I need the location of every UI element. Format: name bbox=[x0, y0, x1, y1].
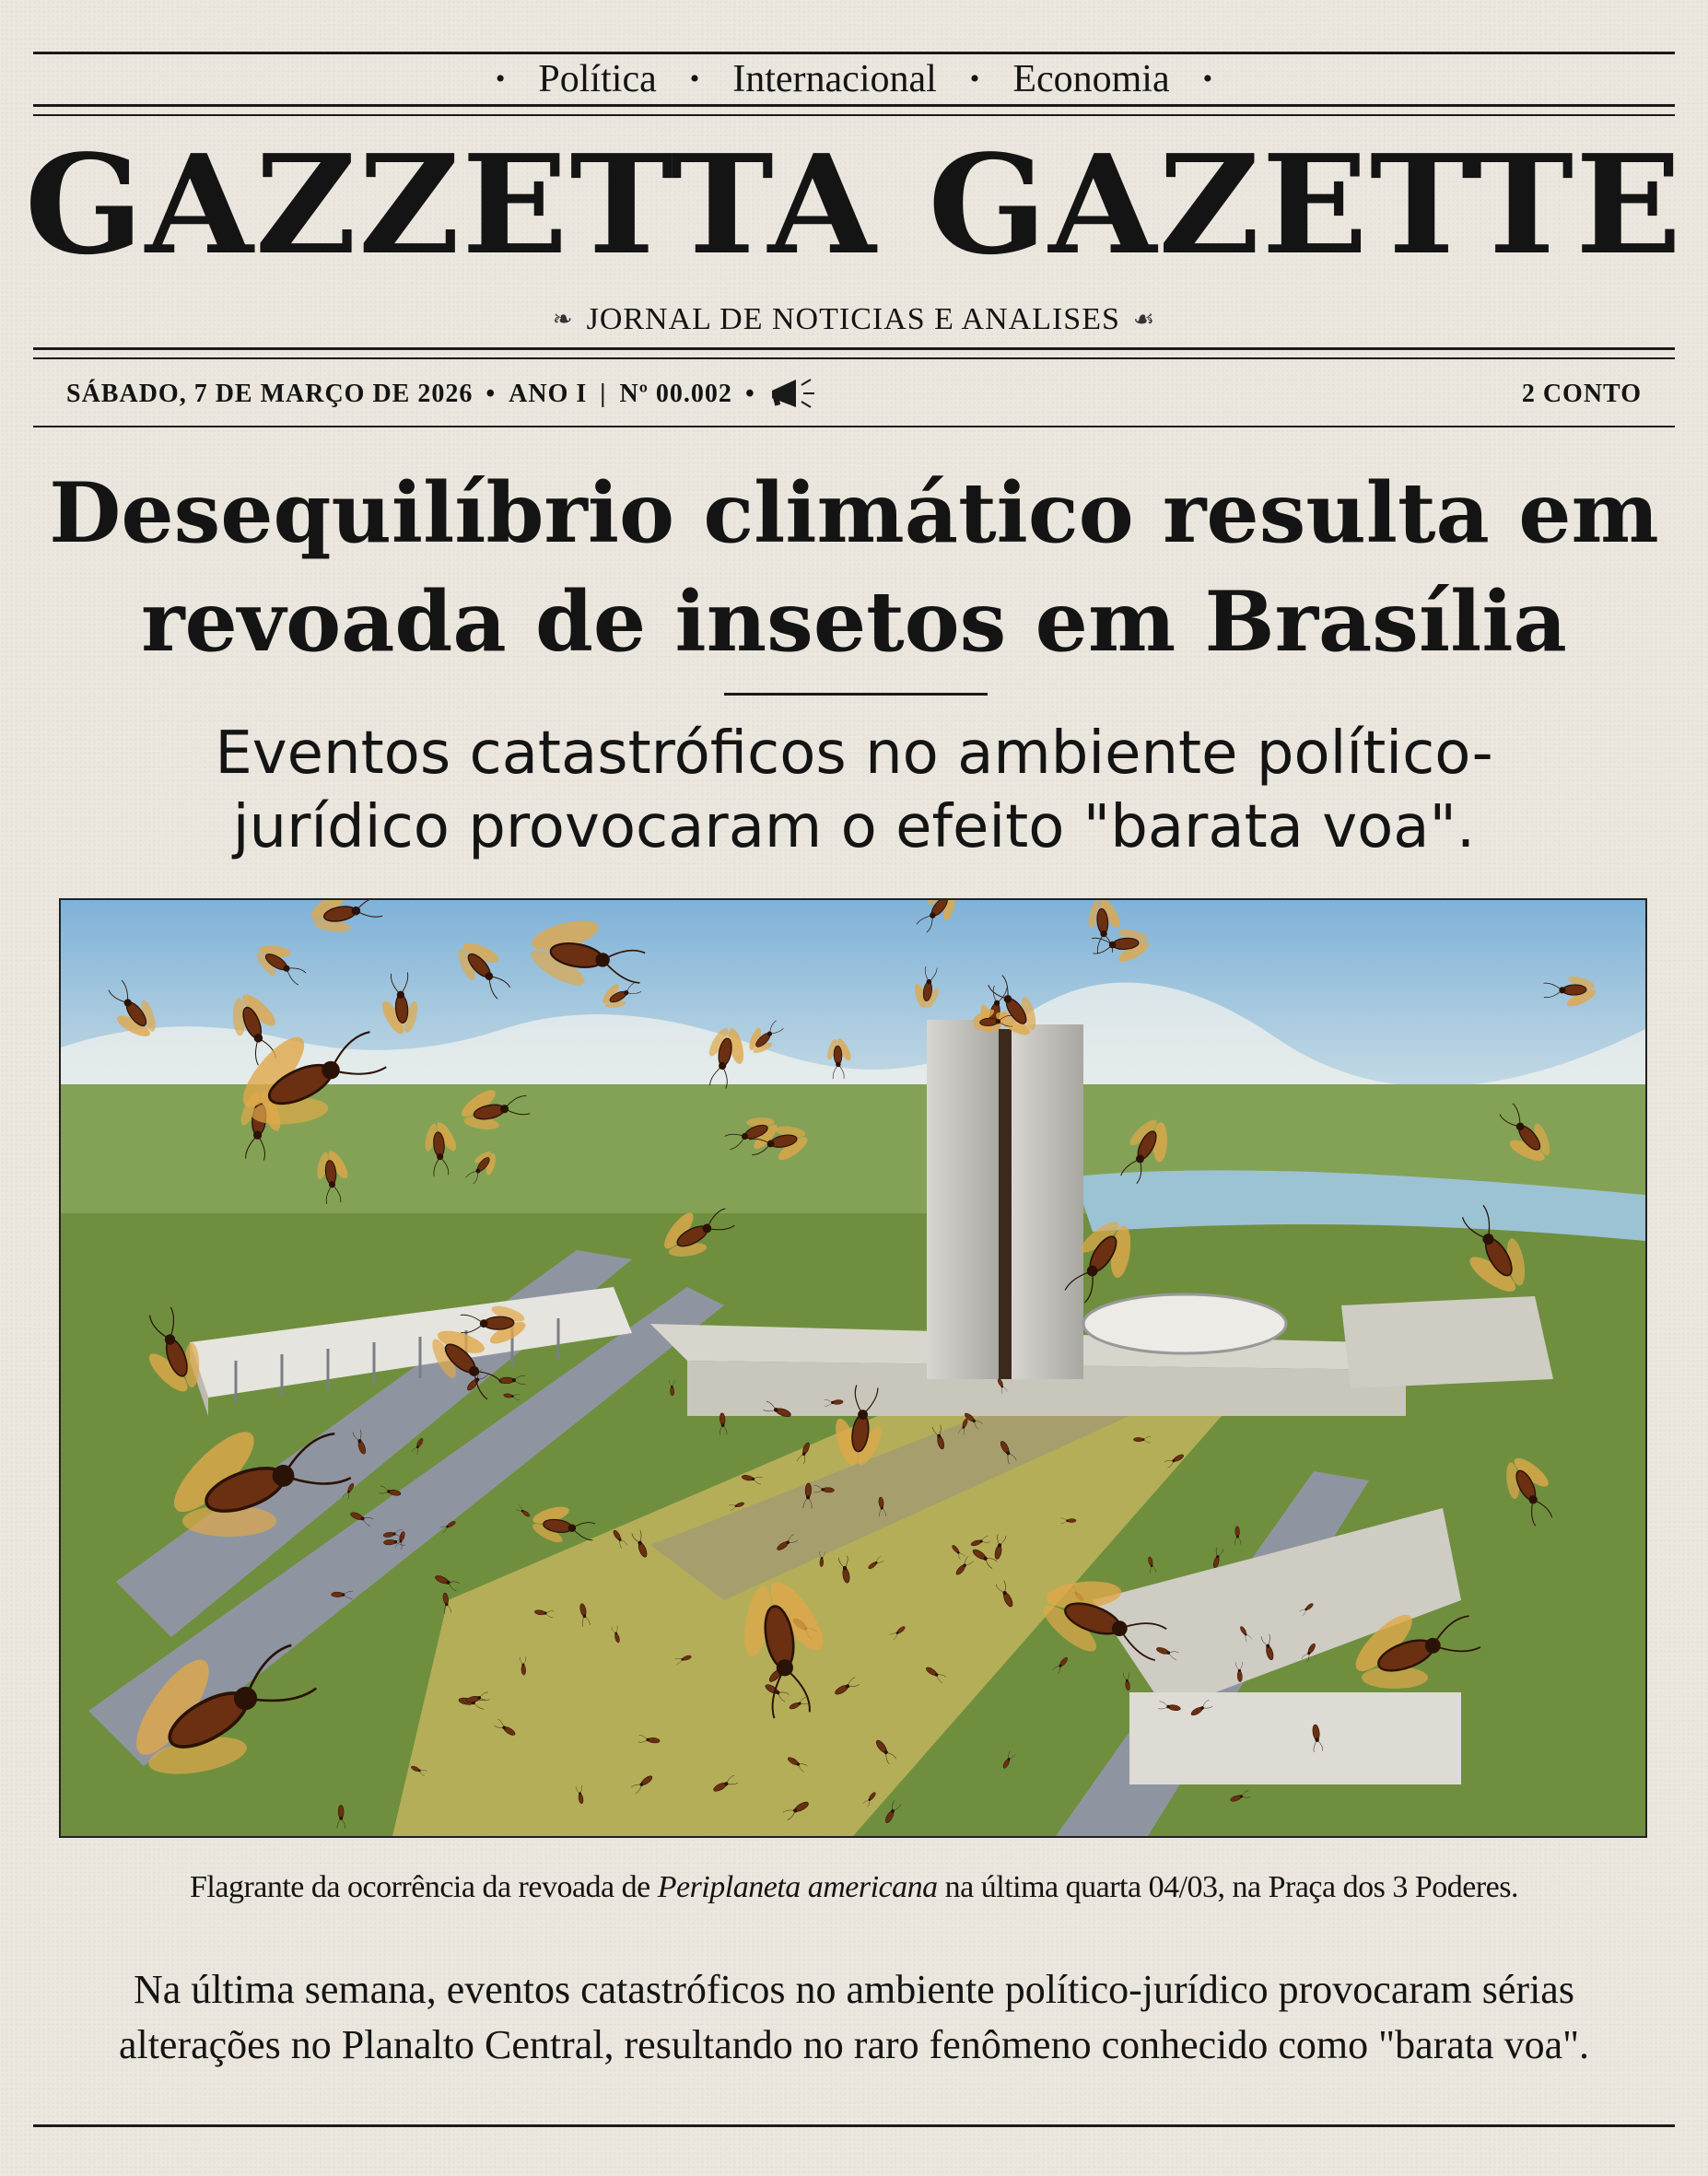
headline-line-2: revoada de insetos em Brasília bbox=[141, 573, 1567, 671]
dateline-separator: • bbox=[744, 380, 755, 408]
dateline-rule-top bbox=[33, 347, 1675, 350]
subhead-line-2: jurídico provocaram o efeito "barata voa". bbox=[232, 793, 1476, 861]
lower-right-facade bbox=[1129, 1692, 1461, 1784]
nav-separator: • bbox=[689, 64, 700, 94]
issue-number: Nº 00.002 bbox=[619, 380, 732, 408]
congress-tower-right bbox=[1010, 1024, 1083, 1379]
headline-line-1: Desequilíbrio climático resulta em bbox=[49, 464, 1659, 562]
dateline-rule-bottom bbox=[33, 426, 1675, 427]
top-rule bbox=[33, 52, 1675, 54]
article-body bbox=[37, 1962, 1671, 2073]
caption-text-after: na última quarta 04/03, na Praça dos 3 Poderes. bbox=[937, 1870, 1518, 1904]
nav-item-economia[interactable]: Economia bbox=[1012, 58, 1170, 100]
caption-species: Periplaneta americana bbox=[657, 1870, 938, 1904]
tagline-text: JORNAL DE NOTICIAS E ANALISES bbox=[586, 302, 1120, 336]
flourish-right-icon: ☙ bbox=[1132, 306, 1156, 333]
issue-year: ANO I bbox=[509, 380, 588, 408]
article-headline bbox=[37, 459, 1671, 676]
image-caption bbox=[37, 1870, 1671, 1905]
section-nav bbox=[0, 55, 1708, 103]
nav-item-internacional[interactable]: Internacional bbox=[732, 58, 937, 100]
body-line-2: alterações no Planalto Central, resultando no raro fenômeno conhecido como "barata voa". bbox=[118, 2022, 1590, 2067]
bottom-rule bbox=[33, 2124, 1675, 2127]
illustration-congress-cockroaches bbox=[61, 900, 1645, 1836]
body-line-1: Na última semana, eventos catastróficos no ambiente político-jurídico provocaram sérias bbox=[134, 1967, 1574, 2012]
dateline-rule-top-thin bbox=[33, 357, 1675, 359]
masthead-rule-top-thin bbox=[33, 114, 1675, 116]
article-illustration bbox=[59, 898, 1647, 1838]
issue-date: SÁBADO, 7 DE MARÇO DE 2026 bbox=[66, 380, 474, 408]
dateline-separator: • bbox=[485, 380, 497, 408]
subhead-line-1: Eventos catastróficos no ambiente político- bbox=[215, 719, 1493, 788]
nav-separator: • bbox=[969, 64, 980, 94]
senate-dome bbox=[1083, 1294, 1286, 1353]
dateline-left bbox=[66, 376, 818, 413]
caption-text-before: Flagrante da ocorrência da revoada de bbox=[190, 1870, 658, 1904]
tower-gap-swarm bbox=[999, 1029, 1012, 1379]
megaphone-icon bbox=[768, 376, 818, 413]
article-subhead bbox=[166, 717, 1542, 864]
nav-separator: • bbox=[1202, 64, 1213, 94]
dateline bbox=[66, 367, 1642, 422]
dateline-separator: | bbox=[600, 380, 607, 408]
flourish-left-icon: ❧ bbox=[552, 306, 574, 333]
ministry-building-right bbox=[1341, 1296, 1553, 1388]
nav-separator: • bbox=[495, 64, 506, 94]
masthead-rule-top bbox=[33, 104, 1675, 107]
issue-price: 2 CONTO bbox=[1521, 380, 1642, 408]
congress-tower-left bbox=[927, 1020, 1000, 1379]
headline-divider bbox=[724, 693, 988, 696]
masthead-tagline bbox=[0, 302, 1708, 337]
nav-item-politica[interactable]: Política bbox=[538, 58, 657, 100]
newspaper-masthead: GAZZETTA GAZETTE bbox=[24, 124, 1684, 285]
